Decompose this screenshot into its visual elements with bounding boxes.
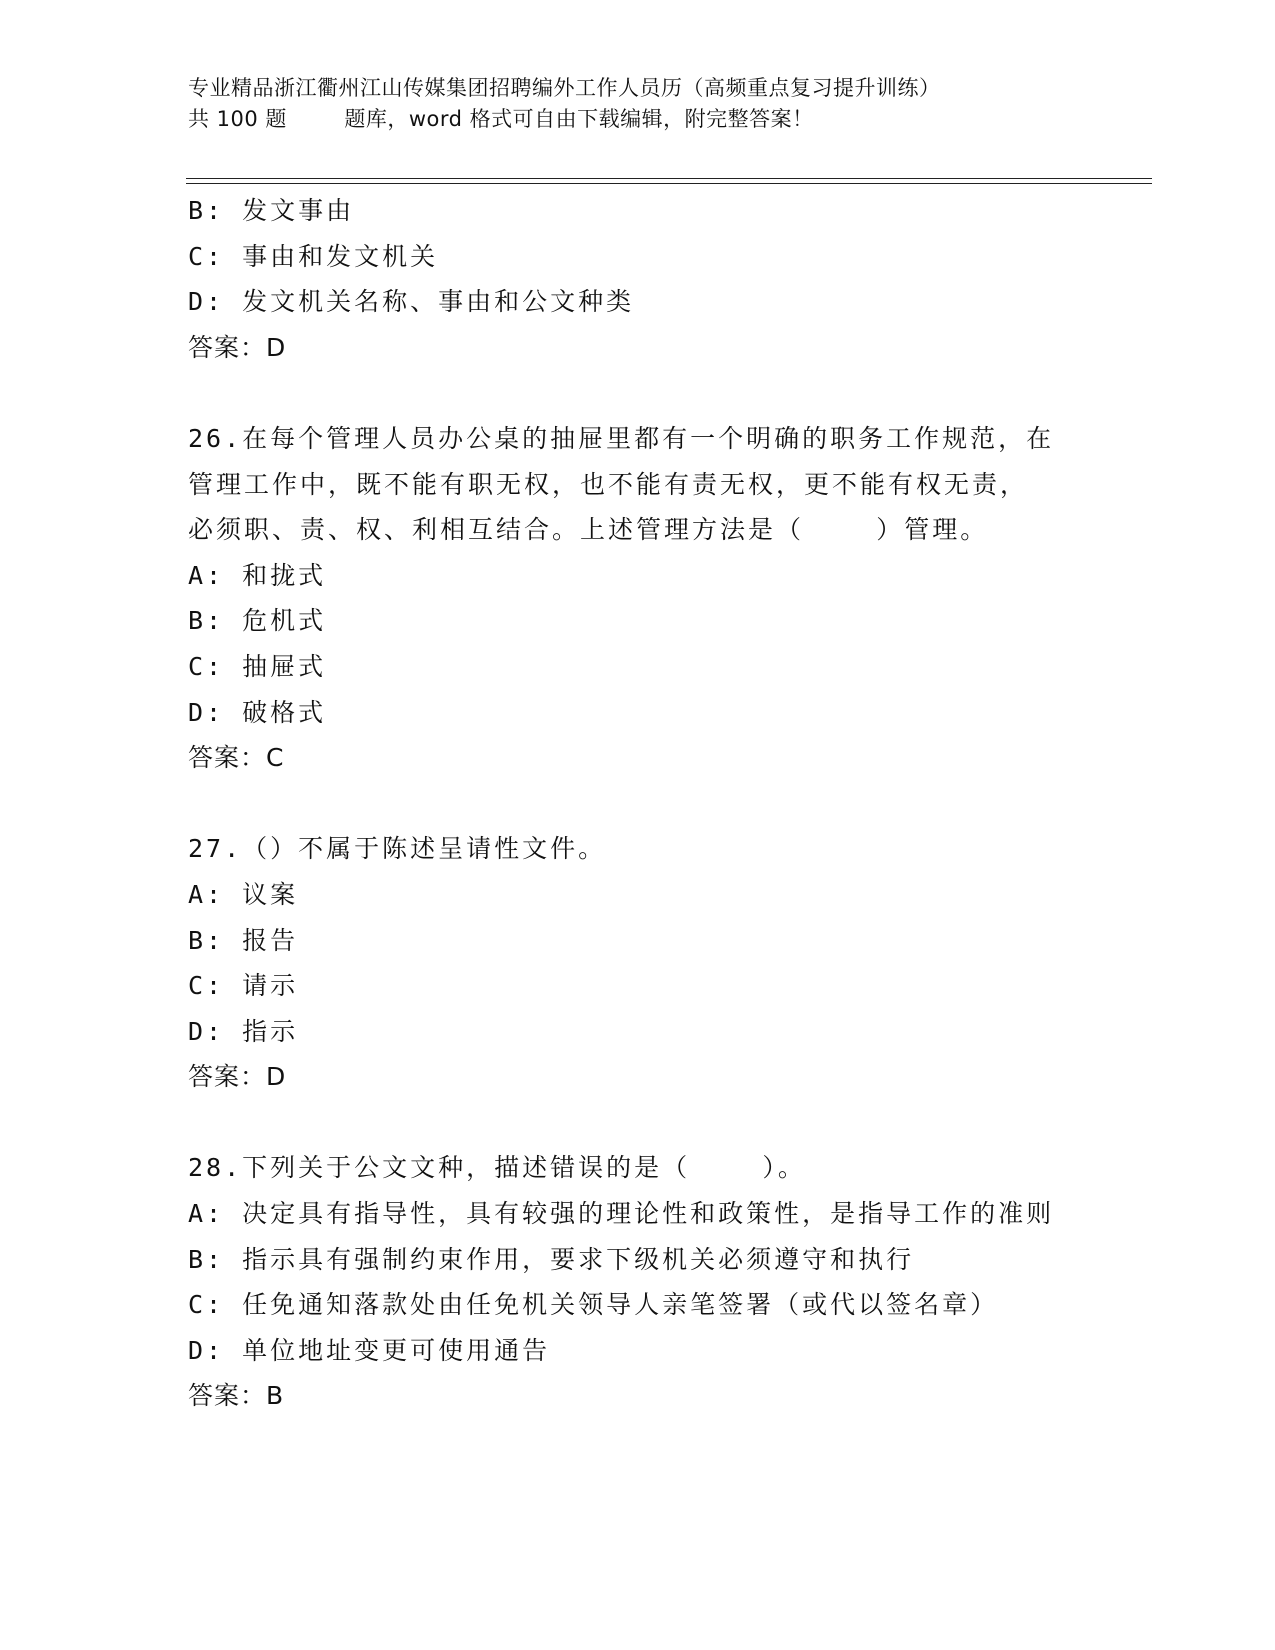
question-26 xyxy=(188,416,1188,781)
question-stem-line: 管理工作中，既不能有职无权，也不能有责无权，更不能有权无责， xyxy=(188,469,1029,499)
page-header xyxy=(188,73,1088,135)
option-c: C: 事由和发文机关 xyxy=(188,241,439,271)
header-divider-bottom xyxy=(186,183,1152,184)
answer-line: 答案：B xyxy=(188,1381,285,1411)
question-stem-line: 28.下列关于公文文种，描述错误的是（ ）。 xyxy=(188,1153,806,1183)
question-25-continued xyxy=(188,188,1188,370)
answer-line: 答案：D xyxy=(188,332,287,362)
option-a: A: 议案 xyxy=(188,879,299,909)
option-d: D: 指示 xyxy=(188,1016,299,1046)
document-body xyxy=(188,188,1188,1419)
question-stem-line: 26.在每个管理人员办公桌的抽屉里都有一个明确的职务工作规范，在 xyxy=(188,423,1055,453)
option-b: B: 发文事由 xyxy=(188,196,355,225)
header-title-line: 专业精品浙江衢州江山传媒集团招聘编外工作人员历（高频重点复习提升训练） xyxy=(188,76,941,100)
option-a: A: 和拢式 xyxy=(188,560,327,590)
option-d: D: 单位地址变更可使用通告 xyxy=(188,1335,551,1365)
question-28 xyxy=(188,1145,1188,1419)
option-c: C: 抽屉式 xyxy=(188,651,327,681)
option-b: B: 危机式 xyxy=(188,606,327,636)
answer-line: 答案：D xyxy=(188,1062,287,1092)
answer-line: 答案：C xyxy=(188,743,285,773)
question-27 xyxy=(188,826,1188,1100)
option-a: A: 决定具有指导性，具有较强的理论性和政策性，是指导工作的准则 xyxy=(188,1199,1055,1229)
option-b: B: 报告 xyxy=(188,925,299,955)
header-subtitle-line: 共 100 题 题库，word 格式可自由下载编辑，附完整答案！ xyxy=(188,107,814,131)
option-c: C: 请示 xyxy=(188,971,299,1001)
option-c: C: 任免通知落款处由任免机关领导人亲笔签署（或代以签名章） xyxy=(188,1290,999,1320)
option-d: D: 发文机关名称、事由和公文种类 xyxy=(188,287,635,317)
option-d: D: 破格式 xyxy=(188,697,327,727)
option-b: B: 指示具有强制约束作用，要求下级机关必须遵守和执行 xyxy=(188,1244,915,1274)
question-stem-line: 27.（）不属于陈述呈请性文件。 xyxy=(188,834,607,864)
question-stem-line: 必须职、责、权、利相互结合。上述管理方法是（ ）管理。 xyxy=(188,515,989,545)
header-divider-top xyxy=(186,178,1152,179)
